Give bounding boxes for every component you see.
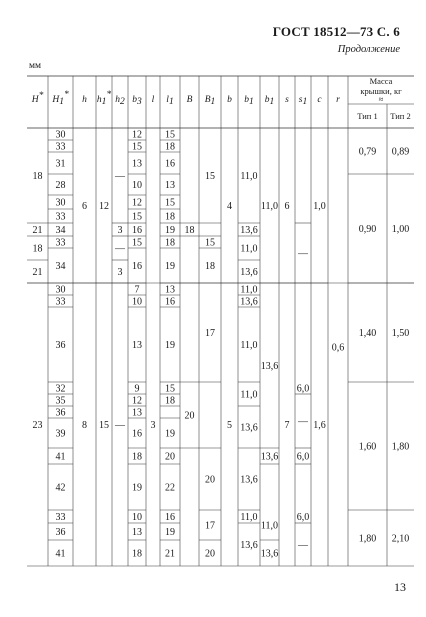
cell-b2-2: 13,6 (260, 451, 279, 463)
cell-b3-10: 10 (132, 296, 142, 308)
cell-b3-13: 12 (132, 395, 142, 407)
cell-b1-0: 11,0 (240, 171, 258, 182)
column-header-B1: B1 (204, 95, 216, 107)
cell-l1-17: 22 (165, 482, 175, 494)
cell-B1-3: 18 (205, 261, 215, 272)
cell-B1-4: 17 (205, 328, 215, 339)
cell-h2-0: — (115, 171, 125, 182)
cell-h2-2: — (115, 243, 125, 255)
cell-b3-17: 19 (132, 482, 142, 494)
cell-b3-16: 18 (132, 451, 142, 463)
column-header-l1: l1 (166, 95, 174, 107)
cell-l1-0: 15 (165, 129, 175, 141)
cell-type1-0: 0,79 (358, 146, 377, 158)
cell-b3-2: 13 (132, 158, 142, 170)
cell-b1-5: 13,6 (240, 296, 258, 308)
cell-H1-12: 32 (55, 383, 66, 395)
cell-b1-2: 11,0 (240, 243, 258, 255)
cell-b1-4: 11,0 (240, 284, 258, 296)
cell-s1-1: — (298, 248, 308, 260)
mass-header-line1: Масса (369, 76, 393, 86)
cell-l1-1: 18 (165, 141, 175, 153)
column-header-B: B (186, 95, 193, 105)
mass-header-line2: крышки, кг (360, 86, 402, 96)
cell-B1-2: 15 (205, 237, 215, 249)
cell-H1-5: 33 (55, 211, 66, 223)
cell-s1-2: 6,0 (296, 383, 310, 395)
column-header-r: r (336, 95, 340, 105)
cell-type1-3: 1,60 (358, 441, 377, 453)
cell-H-1: 21 (32, 225, 43, 236)
cell-l1-4: 15 (165, 197, 175, 209)
cell-h2-3: 3 (117, 267, 123, 278)
cell-H1-9: 30 (55, 284, 66, 296)
cell-H1-8: 34 (55, 261, 66, 272)
cell-l1-20: 21 (165, 548, 175, 560)
cell-l1-10: 16 (165, 296, 175, 308)
cell-b1-1: 13,6 (240, 225, 258, 236)
column-header-H: H* (31, 91, 44, 105)
cell-h1-0: 12 (99, 201, 109, 212)
cell-l1-18: 16 (165, 512, 175, 523)
cell-B1-7: 17 (205, 520, 215, 532)
column-header-H1: H1* (52, 90, 69, 107)
type-header-1: Тип 1 (357, 111, 378, 121)
column-header-l: l (151, 95, 155, 105)
cell-H1-11: 36 (55, 340, 66, 351)
cell-l1-15: 19 (165, 428, 175, 440)
cell-b1-10: 11,0 (240, 512, 258, 523)
cell-c-1: 1,6 (313, 420, 326, 431)
cell-H1-7: 33 (55, 237, 66, 249)
cell-b3-5: 15 (132, 211, 142, 223)
cell-type2-4: 2,10 (391, 533, 410, 545)
cell-H1-10: 33 (55, 296, 66, 308)
cell-l1-11: 19 (165, 340, 175, 351)
cell-b3-4: 12 (132, 197, 142, 209)
column-header-s1: s1 (298, 95, 308, 107)
cell-b3-8: 16 (132, 261, 142, 272)
column-header-b1: b1 (244, 95, 254, 107)
cell-b2-4: 13,6 (260, 548, 279, 560)
column-header-b: b (227, 95, 232, 105)
cell-s1-5: 6,0 (296, 512, 310, 523)
cell-B-1: 18 (184, 225, 195, 236)
cell-b3-14: 13 (132, 407, 142, 419)
cell-H1-18: 33 (55, 512, 66, 523)
cell-b-0: 4 (227, 201, 232, 212)
cell-l1-3: 13 (165, 180, 175, 191)
cell-H1-3: 28 (55, 180, 66, 191)
cell-s1-6: — (298, 540, 308, 551)
cell-b3-20: 18 (132, 548, 142, 560)
cell-B-4: 20 (184, 410, 195, 422)
cell-l1-5: 18 (165, 211, 175, 223)
column-header-h: h (82, 95, 87, 105)
cell-b3-6: 16 (132, 225, 142, 236)
cell-H-2: 18 (32, 243, 43, 255)
cell-l1-12: 15 (165, 383, 175, 395)
cell-b3-19: 13 (132, 527, 142, 538)
cell-b1-6: 11,0 (240, 340, 258, 351)
cell-h2-1: 3 (117, 225, 123, 236)
cell-h-1: 8 (82, 420, 87, 431)
cell-b2-1: 13,6 (260, 361, 279, 372)
cell-r-0: 0,6 (331, 342, 345, 354)
column-header-h1: h1* (96, 90, 112, 107)
cell-b1-8: 13,6 (240, 422, 258, 434)
column-header-c: c (317, 95, 322, 105)
cell-c-0: 1,0 (313, 201, 326, 212)
column-header-s: s (285, 95, 289, 105)
cell-H1-19: 36 (55, 527, 66, 538)
cell-b2-3: 11,0 (260, 520, 279, 532)
cell-b3-0: 12 (132, 129, 142, 141)
cell-H1-1: 33 (55, 141, 66, 153)
type-header-2: Тип 2 (390, 111, 411, 121)
cell-H1-14: 36 (55, 407, 66, 419)
page-number: 13 (394, 580, 406, 594)
standard-header: ГОСТ 18512—73 С. 6 (272, 24, 400, 39)
cell-b1-7: 11,0 (240, 389, 258, 401)
cell-H1-17: 42 (55, 482, 66, 494)
cell-b3-3: 10 (132, 180, 142, 191)
cell-B1-8: 20 (205, 548, 215, 560)
cell-H1-4: 30 (55, 197, 66, 209)
cell-b3-18: 10 (132, 512, 142, 523)
cell-b1-9: 13,6 (240, 474, 258, 486)
cell-H1-13: 35 (55, 395, 66, 407)
cell-H1-20: 41 (55, 548, 66, 560)
cell-b1-11: 13,6 (240, 540, 258, 551)
cell-type1-4: 1,80 (358, 533, 377, 545)
cell-b3-1: 15 (132, 141, 142, 153)
cell-b3-7: 15 (132, 237, 142, 249)
cell-b2-0: 11,0 (260, 201, 279, 212)
cell-l1-2: 16 (165, 158, 175, 170)
cell-H1-16: 41 (55, 451, 66, 463)
column-header-b2: b1 (264, 95, 275, 107)
cell-b3-15: 16 (132, 428, 142, 440)
cell-s1-4: 6,0 (296, 451, 310, 463)
cell-h1-1: 15 (99, 420, 109, 431)
continuation-label: Продолжение (337, 44, 400, 55)
cell-l1-19: 19 (165, 527, 175, 538)
cell-s1-3: — (298, 416, 308, 428)
cell-b-1: 5 (227, 420, 232, 431)
mass-header-line3: ≈ (378, 94, 384, 104)
cell-H1-2: 31 (55, 158, 66, 170)
cell-l1-6: 19 (165, 225, 175, 236)
cell-type2-0: 0,89 (391, 146, 410, 158)
column-header-h2: h2 (115, 95, 125, 107)
units-label: мм (29, 61, 42, 71)
cell-h2-4: — (115, 420, 125, 431)
cell-b3-12: 9 (134, 383, 140, 395)
cell-H1-6: 34 (55, 225, 66, 236)
cell-s-1: 7 (284, 420, 290, 431)
cell-l1-7: 18 (165, 237, 175, 249)
cell-b3-11: 13 (132, 340, 142, 351)
cell-H-4: 23 (32, 420, 43, 431)
cell-b1-3: 13,6 (240, 267, 258, 278)
cell-B1-0: 15 (205, 171, 215, 182)
cell-H1-0: 30 (55, 129, 66, 141)
cell-B1-6: 20 (205, 474, 215, 486)
cell-type2-3: 1,80 (391, 441, 410, 453)
cell-b3-9: 7 (134, 284, 140, 296)
cell-l1-9: 13 (165, 284, 175, 296)
cell-l1-8: 19 (165, 261, 175, 272)
cell-l-0: 3 (150, 420, 156, 431)
cell-type1-2: 1,40 (358, 328, 377, 339)
cell-l1-16: 20 (165, 451, 175, 463)
cell-type2-1: 1,00 (391, 224, 410, 235)
cell-H-0: 18 (32, 171, 43, 182)
cell-l1-13: 18 (165, 395, 175, 407)
cell-type1-1: 0,90 (358, 224, 377, 235)
cell-H1-15: 39 (55, 428, 66, 440)
cell-H-3: 21 (32, 267, 43, 278)
column-header-b3: b3 (132, 95, 142, 107)
cell-s-0: 6 (284, 201, 290, 212)
cell-type2-2: 1,50 (391, 328, 410, 339)
cell-h-0: 6 (82, 201, 87, 212)
